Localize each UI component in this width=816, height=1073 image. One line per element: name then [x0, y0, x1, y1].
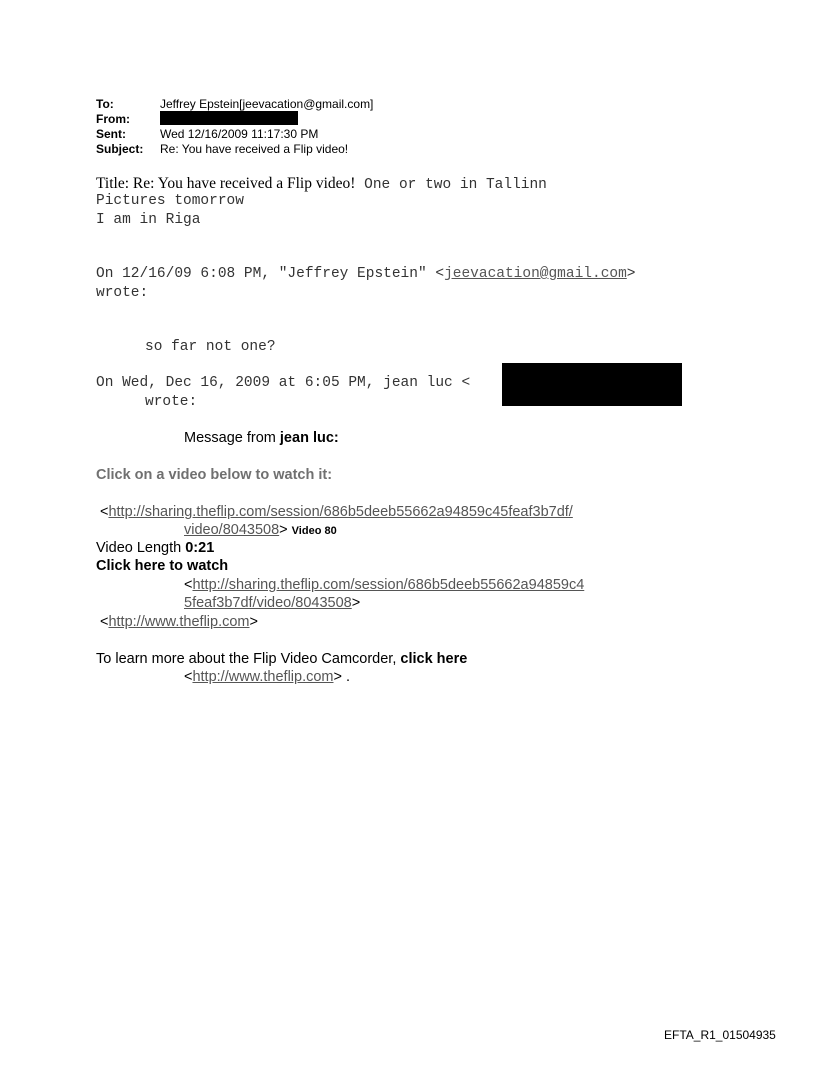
pictures-line: Pictures tomorrow — [96, 193, 244, 209]
link1-close: > — [279, 522, 288, 538]
link3-url[interactable]: http://www.theflip.com — [108, 614, 250, 630]
link2-line2 — [184, 595, 360, 611]
message-from-name: jean luc: — [279, 430, 339, 446]
quote1-suffix: > — [626, 266, 636, 282]
learn-more-text: To learn more about the Flip Video Camcorder, — [96, 651, 401, 667]
subject-value: Re: You have received a Flip video! — [160, 142, 349, 156]
so-far-line: so far not one? — [145, 339, 276, 355]
quote1-line — [96, 266, 636, 282]
subject-label: Subject: — [96, 142, 144, 156]
title-line — [96, 175, 547, 193]
link1-line2 — [184, 522, 337, 538]
link1-url-part1[interactable]: http://sharing.theflip.com/session/686b5deeb55662a94859c45feaf3b7df/ — [108, 504, 573, 520]
video-length-line — [96, 540, 214, 556]
link3-line — [100, 614, 258, 630]
link3-open: < — [100, 614, 109, 630]
redaction-email — [502, 363, 682, 406]
click-here-watch[interactable]: Click here to watch — [96, 558, 229, 574]
video-length-value: 0:21 — [185, 540, 215, 556]
video-label: Video 80 — [291, 525, 337, 537]
link1-line1 — [100, 504, 573, 520]
link4-line — [184, 669, 350, 685]
quote2-line: On Wed, Dec 16, 2009 at 6:05 PM, jean luc < — [96, 375, 471, 391]
from-label: From: — [96, 112, 130, 126]
quote1-email-link[interactable]: jeevacation@gmail.com — [444, 266, 627, 282]
sent-value: Wed 12/16/2009 11:17:30 PM — [160, 127, 319, 141]
link2-open: < — [184, 577, 193, 593]
quote1-wrote: wrote: — [96, 285, 149, 301]
link2-url-part1[interactable]: http://sharing.theflip.com/session/686b5deeb55662a94859c4 — [192, 577, 585, 593]
redaction-from — [160, 111, 298, 125]
message-from-line — [184, 430, 339, 446]
to-label: To: — [96, 97, 114, 111]
click-here-link[interactable]: click here — [400, 651, 468, 667]
link4-close: > . — [333, 669, 351, 685]
sent-label: Sent: — [96, 127, 126, 141]
title-suffix: One or two in Tallinn — [355, 177, 547, 193]
link4-open: < — [184, 669, 193, 685]
riga-line: I am in Riga — [96, 212, 201, 228]
link4-url[interactable]: http://www.theflip.com — [192, 669, 334, 685]
link1-url-part2[interactable]: video/8043508 — [184, 522, 280, 538]
link2-line1 — [184, 577, 584, 593]
quote1-prefix: On 12/16/09 6:08 PM, "Jeffrey Epstein" < — [96, 266, 445, 282]
video-length-label: Video Length — [96, 540, 186, 556]
to-value: Jeffrey Epstein[jeevacation@gmail.com] — [160, 97, 374, 111]
title-prefix: Title: Re: You have received a Flip video! — [96, 175, 356, 192]
link3-close: > — [249, 614, 258, 630]
message-from-label: Message from — [184, 430, 280, 446]
learn-more-line — [96, 651, 467, 667]
link1-open: < — [100, 504, 109, 520]
link2-url-part2[interactable]: 5feaf3b7df/video/8043508 — [184, 595, 352, 611]
quote2-wrote: wrote: — [145, 394, 198, 410]
document-id: EFTA_R1_01504935 — [664, 1028, 776, 1042]
click-video-heading: Click on a video below to watch it: — [96, 467, 333, 483]
link2-close: > — [351, 595, 361, 611]
